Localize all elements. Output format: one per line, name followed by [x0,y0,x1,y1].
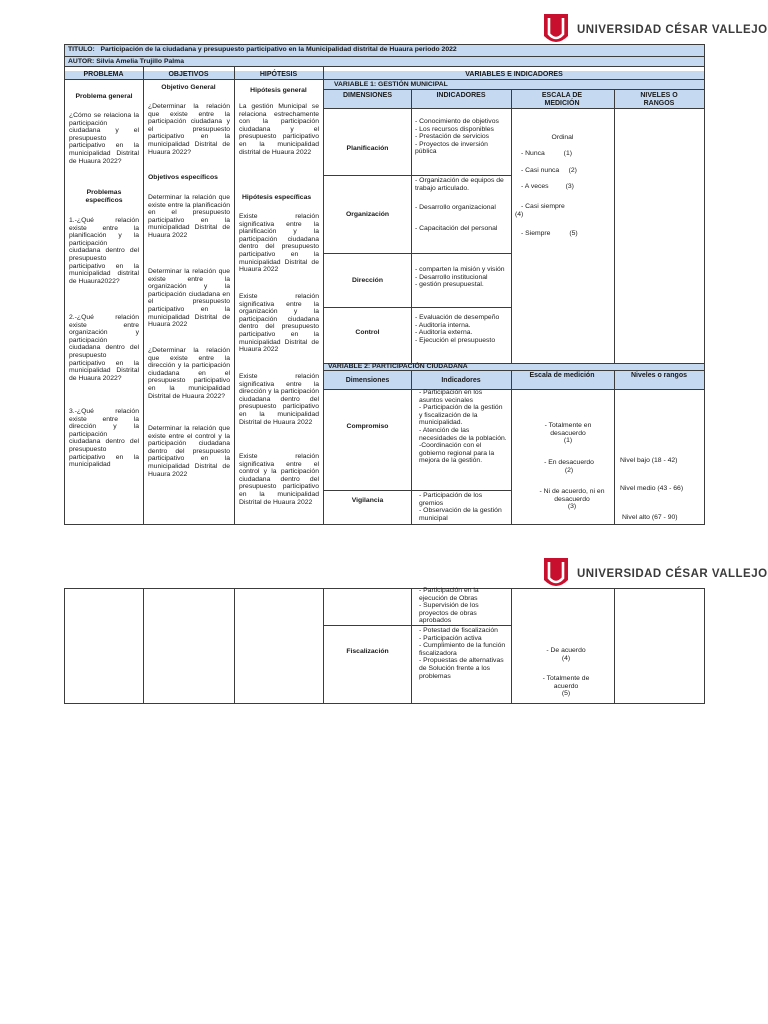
escala-ordinal: Ordinal [551,134,574,141]
v1-header-niveles: NIVELES O RANGOS [640,92,678,107]
university-logo [542,12,768,48]
dimension-organizacion: Organización [345,211,390,218]
hipotesis-general-text: La gestión Municipal se relaciona estrechamente con la participación ciudadana y el presupuesto participativo en la municipalidad distrital de Huaura 2022 [239,103,319,156]
v2-header-indicadores: Indicadores [441,377,481,384]
indicador-organizacion-1: - Organización de equipos de trabajo articulado. [415,177,504,192]
escala-a-veces: - A veces (3) [521,183,574,190]
v1-header-escala: ESCALA DE MEDICIÓN [541,92,583,107]
title-text: Participación de la ciudadana y presupuesto participativo en la Municipalidad distrital de Huaura periodo 2022 [100,46,457,53]
escala-totalmente-acuerdo: - Totalmente de acuerdo (5) [542,675,590,698]
problemas-especificos-title: Problemas específicos [85,189,123,204]
hipotesis-especifica-2: Existe relación significativa entre la organización y la participación ciudadana dentro del presupuesto participativo en la municipalidad Distrital de Huaura 2022 [239,293,319,354]
indicador-organizacion-3: - Capacitación del personal [415,225,498,232]
dimension-planificacion: Planificación [346,145,389,152]
escala-casi-siempre: - Casi siempre [521,203,565,210]
university-name-page2: UNIVERSIDAD CÉSAR VALLEJO [577,568,768,580]
title-label: TITULO: [68,46,95,53]
header-objetivos: OBJETIVOS [168,71,209,78]
indicadores-fiscalizacion: - Potestad de fiscalización - Participación activa - Cumplimiento de la función fiscalizadora - Propuestas de alternativas de Solución frente a los problemas [419,627,506,680]
escala-casi-nunca: - Casi nunca (2) [521,167,577,174]
escala-ni-acuerdo: - Ni de acuerdo, ni en desacuerdo (3) [539,488,605,511]
objetivo-general-title: Objetivo General [161,84,216,91]
title-row [68,46,698,54]
dimension-vigilancia: Vigilancia [351,497,384,504]
v1-header-indicadores: INDICADORES [436,92,486,99]
author-label: AUTOR: [68,58,95,65]
indicadores-control: - Evaluación de desempeño - Auditoría interna. - Auditoría externa. - Ejecución el presupuesto [415,314,500,344]
nivel-bajo: Nivel bajo (18 - 42) [620,457,678,464]
dimension-fiscalizacion: Fiscalización [346,648,389,655]
problema-especifico-3: 3.-¿Qué relación existe entre la dirección y la participación ciudadana dentro del presupuesto participativo en la municipalidad [69,408,139,469]
hipotesis-especificas-title: Hipótesis específicas [242,194,312,201]
header-problema: PROBLEMA [83,71,124,78]
ucv-emblem-icon [542,12,570,48]
header-variables: VARIABLES E INDICADORES [465,71,563,78]
university-logo-page2 [542,556,768,592]
v2-header-dimensiones: Dimensiones [345,377,390,384]
indicadores-vigilancia-cont: - Participación en la ejecución de Obras - Supervisión de los proyectos de obras aprobados [419,587,479,625]
escala-nunca: - Nunca (1) [521,150,572,157]
indicadores-vigilancia: - Participación de los gremios - Observación de la gestión municipal [419,492,502,522]
indicadores-planificacion: - Conocimiento de objetivos - Los recursos disponibles - Prestación de servicios - Proyectos de inversión pública [415,118,499,156]
variable1-title: VARIABLE 1: GESTIÓN MUNICIPAL [334,81,448,88]
objetivos-especificos-title: Objetivos específicos [148,174,218,181]
objetivo-especifico-4: Determinar la relación que existe entre el control y la participación ciudadana dentro del presupuesto participativo en la municipalidad Distrital de Huaura 2022 [148,425,230,478]
escala-casi-siempre-value: (4) [515,211,524,218]
escala-siempre: - Siempre (5) [521,230,578,237]
dimension-direccion: Dirección [352,277,383,284]
indicador-organizacion-2: - Desarrollo organizacional [415,204,496,211]
author-text: Silvia Amelia Trujillo Palma [96,58,184,65]
indicadores-direccion: - comparten la misión y visión - Desarrollo institucional - gestión presupuestal. [415,266,505,289]
hipotesis-general-title: Hipótesis general [250,87,307,94]
ucv-emblem-icon [542,556,570,592]
hipotesis-especifica-1: Existe relación significativa entre la planificación y la participación ciudadana dentro del presupuesto participativo en la municipalidad Distrital de Huaura 2022 [239,213,319,274]
escala-de-acuerdo: - De acuerdo (4) [546,647,586,662]
hipotesis-especifica-3: Existe relación significativa entre la dirección y la participación ciudadana dentro del presupuesto participativo en la municipalidad Distrital de Huaura 2022 [239,373,319,426]
v2-header-niveles: Niveles o rangos [630,372,688,379]
nivel-medio: Nivel medio (43 - 66) [620,485,684,492]
objetivo-general-text: ¿Determinar la relación que existe entre la participación ciudadana y el presupuesto participativo en la municipalidad Distrital de Huaura 2022? [148,103,230,156]
v1-header-dimensiones: DIMENSIONES [342,92,392,99]
nivel-alto: Nivel alto (67 - 90) [622,514,678,521]
dimension-compromiso: Compromiso [346,423,389,430]
objetivo-especifico-2: Determinar la relación que existe entre la organización y la participación ciudadana en el presupuesto participativo en la municipalidad Distrital de Huaura 2022 [148,268,230,329]
objetivo-especifico-1: Determinar la relación que existe entre la planificación en el presupuesto participativo en la municipalidad Distrital de Huaura 2022 [148,194,230,239]
university-name: UNIVERSIDAD CÉSAR VALLEJO [577,24,768,36]
escala-totalmente-desacuerdo: - Totalmente en desacuerdo (1) [544,422,592,445]
indicadores-compromiso: - Participación en los asuntos vecinales - Participación de la gestión y fiscalización de la municipalidad. - Atención de las necesidades de la población. -Coordinación con el gobierno regional para la mejora de la gestión. [419,389,507,465]
problema-especifico-2: 2.-¿Qué relación existe entre organización y participación ciudadana dentro del presupuesto participativo en la municipalidad Distrital de Huaura 2022? [69,314,139,382]
problema-especifico-1: 1.-¿Qué relación existe entre la planificación y la participación ciudadana dentro del presupuesto participativo en la municipalidad distrital de Huaura2022? [69,217,139,285]
escala-desacuerdo: - En desacuerdo (2) [544,459,594,474]
header-hipotesis: HIPÓTESIS [259,71,298,78]
dimension-control: Control [355,329,380,336]
problema-general-title: Problema general [75,93,133,100]
problema-general-text: ¿Cómo se relaciona la participación ciudadana y el presupuesto participativo en la municipalidad Distrital de Huaura 2022? [69,112,139,165]
variable2-title: VARIABLE 2: PARTICIPACIÓN CIUDADANA [328,363,468,370]
v2-header-escala: Escala de medición [529,372,595,379]
hipotesis-especifica-4: Existe relación significativa entre el control y la participación ciudadana dentro del presupuesto participativo en la municipalidad Distrital de Huaura 2022 [239,453,319,506]
author-row [68,58,698,66]
objetivo-especifico-3: ¿Determinar la relación que existe entre la dirección y la participación ciudadana en el presupuesto participativo en la municipalidad Distrital de Huaura 2022? [148,347,230,400]
